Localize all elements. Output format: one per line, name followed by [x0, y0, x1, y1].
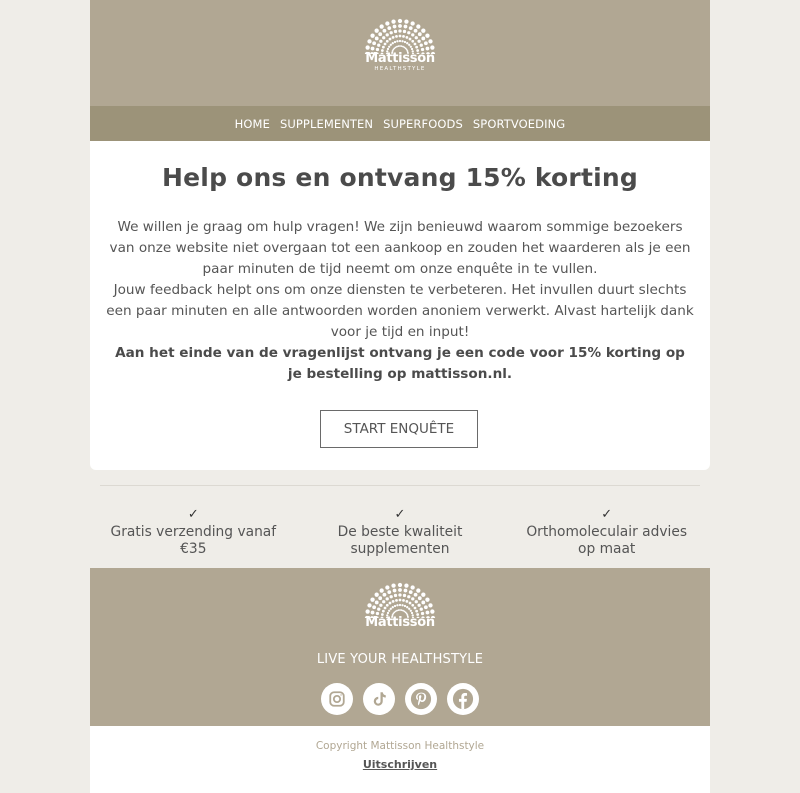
brand-logo[interactable] [360, 18, 440, 73]
usp-text: Orthomoleculair advies op maat [526, 524, 688, 557]
pinterest-link[interactable] [405, 683, 437, 715]
check-icon: ✓ [187, 507, 199, 522]
logo-name: Mattisson [365, 615, 435, 630]
instagram-icon [328, 690, 346, 708]
page-title: Help ons en ontvang 15% korting [162, 163, 638, 192]
header [90, 0, 710, 106]
usp-item [297, 506, 504, 558]
divider [100, 485, 700, 486]
intro-paragraph: We willen je graag om hulp vragen! We zijn benieuwd waarom sommige bezoekers van onze website niet overgaan tot een aankoop en zouden het waarderen als je een paar minuten de tijd neemt om onze enquête in te vullen. [109, 219, 691, 277]
check-icon: ✓ [601, 507, 613, 522]
logo-name: Mattisson [365, 51, 435, 66]
usp-item [503, 506, 710, 558]
tiktok-icon [370, 690, 388, 708]
check-icon: ✓ [394, 507, 406, 522]
tiktok-link[interactable] [363, 683, 395, 715]
start-survey-button[interactable]: START ENQUÊTE [320, 410, 478, 448]
usp-text: De beste kwaliteit supplementen [337, 524, 463, 557]
tagline: LIVE YOUR HEALTHSTYLE [316, 652, 484, 667]
instagram-link[interactable] [321, 683, 353, 715]
nav-item-home[interactable]: HOME [234, 116, 270, 131]
usp-item [90, 506, 297, 558]
footer [90, 568, 710, 726]
survey-body [106, 217, 694, 385]
legal-footer [90, 726, 710, 793]
usp-row [90, 506, 710, 558]
facebook-icon [452, 688, 474, 710]
unsubscribe-link[interactable]: Uitschrijven [362, 758, 438, 771]
social-links [90, 683, 710, 715]
sunburst-icon [362, 18, 438, 54]
feedback-paragraph: Jouw feedback helpt ons om onze diensten te verbeteren. Het invullen duurt slechts een paar minuten en alle antwoorden worden anoniem verwerkt. Alvast hartelijk dank voor je tijd en input! [106, 282, 694, 340]
logo-subline: HEALTHSTYLE [374, 66, 426, 72]
nav-item-sportvoeding[interactable]: SPORTVOEDING [472, 116, 566, 131]
nav-item-superfoods[interactable]: SUPERFOODS [383, 116, 463, 131]
survey-card [90, 141, 710, 470]
footer-logo[interactable] [360, 582, 440, 630]
copyright-text: Copyright Mattisson Healthstyle [315, 740, 485, 752]
discount-paragraph: Aan het einde van de vragenlijst ontvang je een code voor 15% korting op je bestelling op mattisson.nl. [115, 345, 685, 382]
usp-text: Gratis verzending vanaf €35 [110, 524, 277, 557]
nav-item-supplementen[interactable]: SUPPLEMENTEN [279, 116, 374, 131]
pinterest-icon [410, 688, 432, 710]
main-nav [90, 106, 710, 141]
facebook-link[interactable] [447, 683, 479, 715]
sunburst-icon [362, 582, 438, 618]
